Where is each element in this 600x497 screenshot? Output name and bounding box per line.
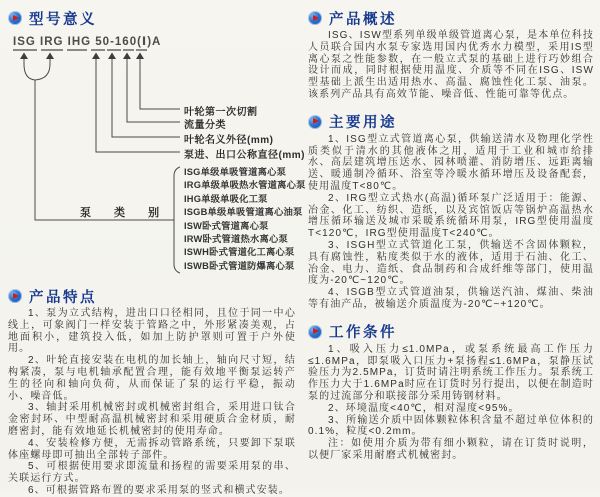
uses-paragraph: 1、ISG型立式管道离心泵，供输送清水及物理化学性质类似于清水的其他液体之用，适用于工业和城市给排水、高层建筑增压送水、园林喷灌、消防增压、远距离输送、暖通制冷循环、浴室等冷暖水循环增压及设备配套，使用温度T<80℃。: [308, 133, 594, 192]
uses-text: [308, 134, 594, 311]
right-column: [308, 8, 594, 462]
features-paragraph: 1、泵为立式结构，进出口口径相同，且位于同一中心线上，可象阀门一样安装于管路之中，外形紧凑美观，占地面积小，建筑投入低，如加上防护罩则可置于户外使用。: [8, 308, 296, 355]
pump-type-list: [184, 166, 306, 273]
label-pump-category: 泵 类 别: [80, 207, 170, 219]
arrowheads: [20, 53, 144, 60]
pump-type-item: ISWB卧式管道防爆离心泵: [184, 260, 295, 271]
left-column: [8, 8, 306, 497]
pump-type-item: ISW卧式管道离心泵: [184, 220, 269, 231]
section-header-model-meaning: [8, 8, 296, 28]
model-code-diagram: [8, 34, 306, 280]
play-icon: [308, 115, 322, 129]
section-title-conditions: 工作条件: [329, 325, 397, 342]
overview-paragraph: ISG、ISW型系列单级单级管道离心泵，是本单位科技人员联合国内水泵专家选用国内优秀水力模型，采用IS型离心泵之性能参数，在一般立式泵的基础上进行巧妙组合设计而成，同时根据使用温度、介质等不同在ISG、ISW型基础上派生出适用热水、高温、腐蚀性化工泵、油泵。该系列产品具有高效节能、噪音低、性能可靠等优点。: [308, 30, 594, 100]
section-title-overview: 产品概述: [329, 11, 397, 28]
play-icon: [8, 11, 22, 25]
uses-paragraph: 3、ISGH型立式管道化工泵，供输送不含固体颗粒，具有腐蚀性，粘度类似于水的液体，适用于石油、化工、冶金、电力、造纸、食品制药和合成纤维等部门，使用温度为-20℃~120℃。: [308, 239, 594, 287]
label-flow-class: 流量分类: [184, 120, 226, 131]
uses-paragraph: 4、ISGB型立式管道油泵，供输送汽油、煤油、柴油等有油产品，被输送介质温度为-20℃~+120℃。: [308, 287, 594, 310]
features-text: [8, 308, 296, 497]
features-paragraph: 5、可根据使用要求即流量和扬程的需要采用泵的串、关联运行方式。: [8, 461, 296, 485]
conditions-paragraph: 1、吸入压力≤1.0MPa，或泵系统最高工作压力≤1.6MPa，即泵吸入口压力+泵扬程≤1.6MPa，泵静压试验压力为2.5MPa，订货时请注明系统工作压力。泵系统工作压力大于1.6MPa时应在订货时另行提出，以便在制造时泵的过流部分和联接部分采用铸钢材料。: [308, 343, 594, 402]
section-title-uses: 主要用途: [329, 115, 397, 132]
pump-type-item: IRW卧式管道热水离心泵: [184, 234, 288, 245]
features-paragraph: 4、安装检修方便，无需拆动管路系统，只要卸下泵联体座螺母即可抽出全部转子部件。: [8, 437, 296, 461]
overview-text: [308, 30, 594, 101]
conditions-paragraph: 2、环境温度<40℃，相对湿度<95%。: [328, 402, 520, 414]
section-title-model-meaning: 型号意义: [29, 11, 97, 28]
features-paragraph: 6、可根据管路布置的要求采用泵的竖式和横式安装。: [28, 484, 290, 496]
label-impeller-cut: 叶轮第一次切割: [184, 107, 258, 118]
section-header-conditions: [308, 322, 594, 342]
conditions-note: 注：如使用介质为带有细小颗粒，请在订货时说明，以便厂家采用耐磨式机械密封。: [308, 438, 594, 461]
uses-paragraph: 2、IRG型立式热水(高温)循环泵广泛适用于：能源、冶金、化工、纺织、造纸，以及宾馆饭店等锅炉高温热水增压循环输送及城市采暖系统循环用泵，IRG型使用温度T<120℃，IRG型使用温度T<240℃。: [308, 192, 594, 240]
pump-type-item: IRG单级单吸热水管道离心泵: [184, 180, 306, 191]
conditions-paragraph: 3、所输送介质中固体颗粒体积含量不超过单位体积的0.1%，粒度<0.2mm。: [308, 414, 594, 438]
pump-type-item: ISG单级单吸管道离心泵: [184, 167, 287, 177]
section-header-uses: [308, 112, 594, 132]
play-icon: [308, 325, 322, 339]
label-port-diameter: 泵进、出口公称直径(mm): [184, 150, 305, 161]
section-header-features: [8, 286, 296, 306]
model-code-text: ISG IRG IHG 50-160(Ⅰ)A: [13, 36, 162, 48]
pump-type-item: ISWH卧式管道化工离心泵: [184, 247, 295, 258]
features-paragraph: 3、轴封采用机械密封或机械密封组合，采用进口钛合金密封环、中型耐高温机械密封和采用硬质合金材质，耐磨密封，能有效地延长机械密封的使用寿命。: [8, 402, 296, 437]
play-icon: [8, 289, 22, 303]
pump-type-item: IHG单级单吸化工泵: [184, 193, 268, 204]
label-impeller-od: 叶轮名义外径(mm): [184, 135, 274, 146]
play-icon: [308, 11, 322, 25]
pump-type-item: ISGB单级单吸管道离心油泵: [184, 207, 303, 218]
section-header-overview: [308, 8, 594, 28]
features-paragraph: 2、叶轮直接安装在电机的加长轴上，轴向尺寸短，结构紧凑，泵与电机轴承配置合理，能有效地平衡泵运转产生的径向和轴向负荷，从而保证了泵的运行平稳，振动小、噪音低。: [8, 355, 296, 402]
section-title-features: 产品特点: [29, 289, 97, 306]
conditions-text: [308, 344, 594, 462]
